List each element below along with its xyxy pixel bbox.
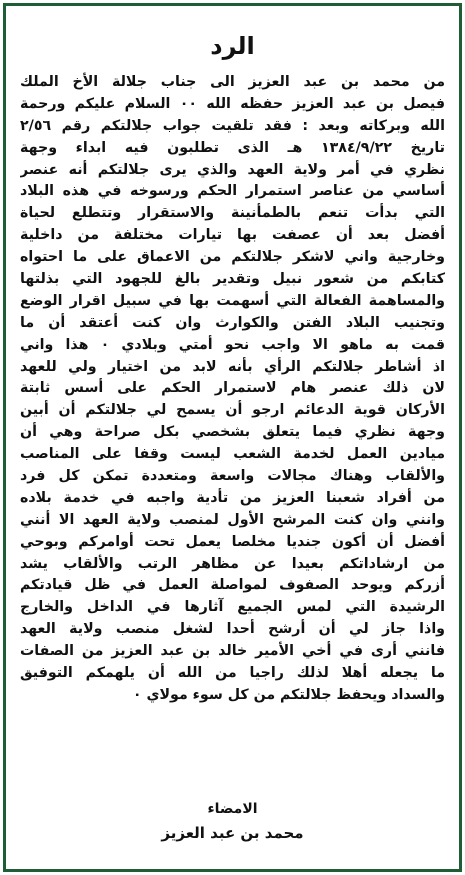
letter-line: الرشيدة التي لمس الجميع آثارها في الداخل والخارج [20,599,445,616]
letter-line: وانني وان كنت المرشح الأول لمنصب ولاية العهد الا أنني [20,511,445,528]
letter-line: من أفراد شعبنا العزيز من تأدية واجبه في خدمة بلاده [20,489,445,506]
letter-line: الأركان قوية الدعائم ارجو أن يسمح لي جلالتكم أن أبين [20,402,445,419]
letter-line: وتجنيب البلاد الفتن والكوارث وان كنت أعتقد أن ما [20,314,445,331]
letter-line: لان ذلك عنصر هام لاستمرار الحكم على أسس ثابتة [20,380,445,397]
letter-line: وخارجية واني لاشكر جلالتكم من الاعماق على ما احتواه [20,249,445,266]
letter-line: أساسي من عناصر استمرار الحكم ورسوخه في هذه البلاد [20,183,445,200]
letter-line: تاريخ ١٣٨٤/٩/٢٢ هـ الذى تطلبون فيه ابداء وجهة [20,139,445,156]
letter-line: التي بدأت تنعم بالطمأنينة والاستقرار وتتطلع لحياة [20,205,445,222]
letter-body [20,72,445,707]
letter-line: اذ أشاطر جلالتكم الرأي بأنه لابد من اختيار ولي للعهد [20,358,445,375]
letter-line: أفضل بعد أن عصفت بها تيارات مختلفة من داخلية [20,227,445,244]
letter-line: والألقاب وهناك مجالات واسعة ومتعددة تمكن كل فرد [20,468,445,485]
letter-line: وجهة نظري فيما يتعلق بشخصي بكل صراحة وهي أن [20,424,445,441]
letter-line: من ارشاداتكم بعيدا عن مظاهر الرتب والألقاب يشد [20,555,445,572]
letter-line: أفضل أن أكون جنديا مخلصا يعمل تحت أوامركم وبوحي [20,533,445,550]
letter-line: من محمد بن عبد العزيز الى جناب جلالة الأخ الملك [20,74,445,90]
document-frame [3,3,462,872]
letter-line: ميادين العمل لخدمة الشعب ليست وقفا على المناصب [20,446,445,463]
letter-line: واذا جاز لي أن أرشح أحدا لشغل منصب ولاية العهد [20,621,445,638]
letter-line: فانني أرى في أخي الأمير خالد بن عبد العزيز من الصفات [20,643,445,660]
letter-line: كتابكم من شعور نبيل وتقدير بالغ للجهود التي بذلتها [20,271,445,288]
letter-line: والمساهمة الفعالة التي أسهمت بها في سبيل اقرار الوضع [20,292,445,309]
letter-line: أزركم ويوحد الصفوف لمواصلة العمل في ظل قيادتكم [20,577,445,594]
signature-label: الامضاء [207,801,258,817]
letter-line: فيصل بن عبد العزيز حفظه الله ٠٠ السلام عليكم ورحمة [20,95,445,112]
letter-line: الله وبركاته وبعد : فقد تلقيت جواب جلالتكم رقم ٢/٥٦ [20,117,445,134]
letter-line: قمت به ماهو الا واجب نحو أمتي وبلادي ٠ هذا واني [20,336,445,353]
signature-name: محمد بن عبد العزيز [161,824,304,842]
letter-line: ما يجعله أهلا لذلك راجيا من الله أن يلهمكم التوفيق [20,665,445,682]
document-title: الرد [210,32,255,60]
letter-line: نظري في أمر ولاية العهد والذي يرى جلالتكم أنه عنصر [20,161,445,178]
letter-line-last: والسداد ويحفظ جلالتكم من كل سوء مولاي ٠ [132,686,445,703]
